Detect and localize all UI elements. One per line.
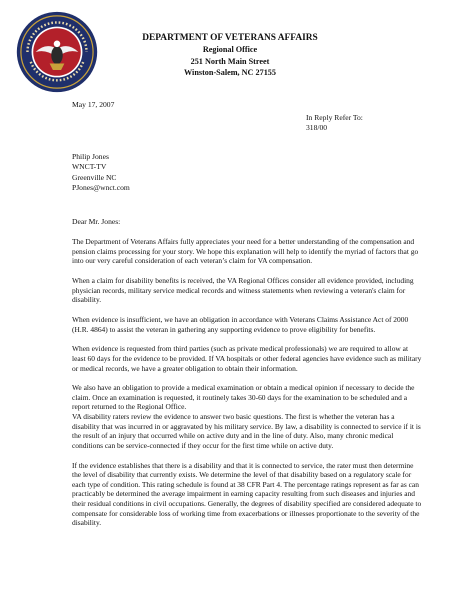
reply-reference bbox=[306, 113, 363, 133]
letterhead bbox=[120, 33, 340, 79]
body-paragraph: The Department of Veterans Affairs fully appreciates your need for a better understanding of the compensation and pension claims processing for your story. We hope this explanation will help to identify the myriad of factors that go into our very careful consideration of each veteran’s claim for VA compensation. bbox=[72, 237, 419, 266]
office-name: Regional Office bbox=[202, 45, 258, 55]
body-paragraph: VA disability raters review the evidence to answer two basic questions. The first is whether the veteran has a disability that was incurred in or aggravated by his military service. By law, a disability is connected to service if it is the result of an injury that occurred while on active duty and in the line of duty. Also, many chronic medical conditions can be service-connected if they occur for the first time while on active duty. bbox=[72, 412, 421, 450]
body-paragraph: When evidence is insufficient, we have an obligation in accordance with Veterans Claims Assistance Act of 2000 (H.R. 4864) to assist the veteran in gathering any supporting evidence to prove eligibility for benefits. bbox=[72, 314, 409, 334]
recipient-city: Greenville NC bbox=[72, 172, 117, 182]
body-paragraph: When a claim for disability benefits is received, the VA Regional Offices consider all evidence provided, including physician records, military service medical records and witness statements when reviewing a veteran's claim for disability. bbox=[72, 275, 414, 305]
letter-date: May 17, 2007 bbox=[72, 100, 115, 109]
reply-label: In Reply Refer To: bbox=[306, 113, 363, 122]
recipient-address bbox=[72, 152, 130, 194]
recipient-name: Philip Jones bbox=[72, 152, 109, 161]
office-street: 251 North Main Street bbox=[190, 56, 270, 66]
reply-code: 318/00 bbox=[306, 123, 328, 132]
recipient-org: WNCT-TV bbox=[72, 162, 107, 172]
department-name: DEPARTMENT OF VETERANS AFFAIRS bbox=[142, 33, 318, 43]
salutation: Dear Mr. Jones: bbox=[72, 217, 121, 226]
body-paragraph: If the evidence establishes that there is a disability and that it is connected to service, the rater must then determine the level of disability that currently exists. We determine the level of that disability based on a regulatory scale for each type of condition. This rating schedule is found at 38 CFR Part 4. The percentage ratings represent as far as can practicably be determined the average impairment in earning capacity resulting from such diseases and injuries and their residual conditions in civil occupations. Generally, the degrees of disability specified are considered adequate to compensate for considerable loss of working time from exacerbations or illnesses proportionate to the severity of the disability. bbox=[72, 460, 422, 528]
recipient-email: PJones@wnct.com bbox=[72, 183, 130, 193]
body-paragraph: We also have an obligation to provide a medical examination or obtain a medical opinion if necessary to decide the claim. Once an examination is requested, it routinely takes 30-60 days for the examination to be scheduled and a report returned to the Regional Office. bbox=[72, 383, 415, 412]
body-paragraph: When evidence is requested from third parties (such as private medical professionals) we are required to allow at least 60 days for the evidence to be provided. If VA hospitals or other federal agencies have evidence such as military or medical records, we have a greater obligation to obtain their information. bbox=[72, 344, 422, 373]
letter-body bbox=[72, 237, 422, 538]
va-seal-icon bbox=[16, 11, 98, 93]
office-city: Winston-Salem, NC 27155 bbox=[184, 68, 276, 78]
